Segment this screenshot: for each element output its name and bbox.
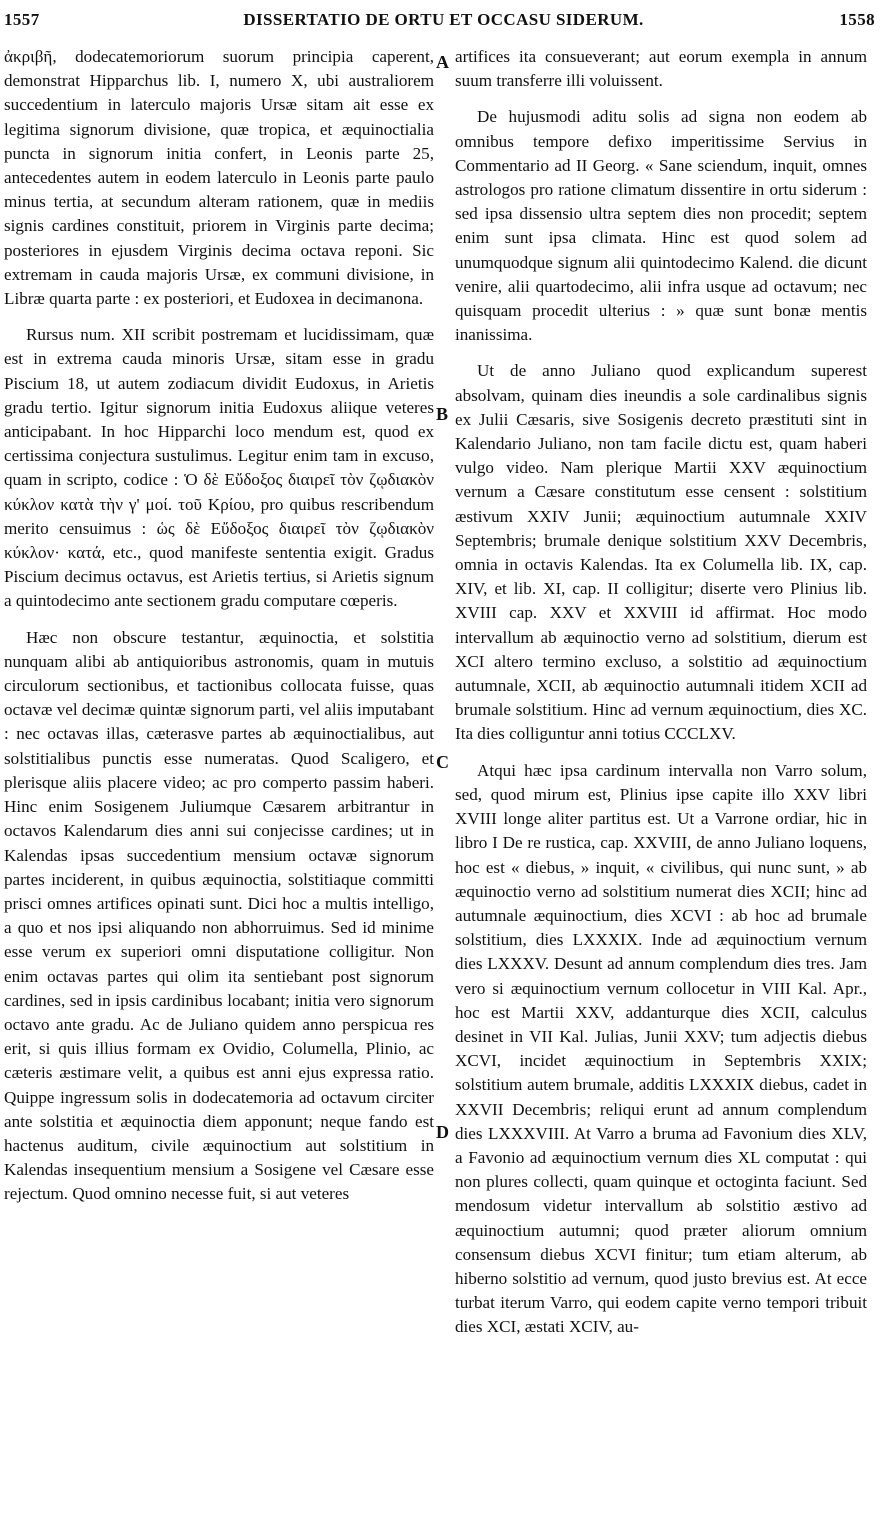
paragraph: De hujusmodi aditu solis ad signa non eodem ab omnibus tempore defixo imperitissime Servius in Commentario ad II Georg. « Sane sciendum, inquit, omnes astrologos pro ratione climatum dissentire in ortu siderum : sed ipsa dissensio ultra septem dies non procedit; septem enim sunt ipsa climata. Hinc est quod solem ad unumquodque signum alii quintodecimo Kalend. die dicunt venire, alii quartodecimo, alii infra usque ad octavum; nec quisquam procedit ulterius : » quæ sunt bonæ mentis inanissima. <box>455 107 867 345</box>
paragraph: artifices ita consueverant; aut eorum exempla in annum suum transferre illi voluissent. <box>455 47 867 91</box>
paragraph: Hæc non obscure testantur, æquinoctia, et solstitia nunquam alibi ab antiquioribus astronomis, quam in mutuis circulorum sectionibus, et tactionibus collocata fuisse, quas octavæ vel decimæ quintæ signorum parti, vel aliis imputabant : nec octavas illas, cæterasve partes ab æquinoctialibus, aut solstitialibus punctis esse numeratas. Quod Scaligero, et plerisque aliis placere video; ac pro comperto passim haberi. Hinc enim Sosigenem Juliumque Cæsarem arbitrantur in octavos Kalendarum dies anni sui conjecisse cardines; ut in Kalendas ipsas succedentium mensium octavæ signorum partes inciderent, in quibus æquinoctia, solstitiaque committi prisci omnes artifices opinati sunt. Dici hoc a multis intelligo, a quo et nos ipsi aliquando non abhorruimus. Sed id minime esse verum ex superiori omni disputatione colligitur. Non enim octavas partes qui olim ita sentiebant post signorum cardines, sed in ipsis cardinibus locabant; initia vero signorum octavo ante gradu. Ac de Juliano quidem anno perspicua res erit, si quis illius formam ex Ovidio, Columella, Plinio, ac cæteris æstimare velit, a quibus est anni ejus expressa ratio. Quippe ingressum solis in dodecatemoria ad octavum circiter ante solstitia et æquinoctia diem apponunt; neque fando est hactenus auditum, civile æquinoctium aut solstitium in Kalendas insequentium mensium a Sosigene vel Cæsare esse rejectum. Quod omnino necesse fuit, si aut veteres <box>4 627 434 1204</box>
margin-marker-a: A <box>436 52 449 72</box>
margin-marker-c: C <box>436 752 449 772</box>
left-column <box>4 45 434 1219</box>
paragraph: Atqui hæc ipsa cardinum intervalla non Varro solum, sed, quod mirum est, Plinius ipse capite illo XXV libri XVIII longe aliter partitus est. Ut a Varrone ordiar, hic in libro I De re rustica, cap. XXVIII, de anno Juliano loquens, hoc est « diebus, » inquit, « civilibus, qui nunc sunt, » ab æquinoctio verno ad solstitium numerat dies XCII; hinc ad autumnale æquinoctium, dies XCVI : ab hoc ad brumale solstitium, dies LXXXIX. Inde ad æquinoctium vernum dies LXXXV. Desunt ad annum complendum dies tres. Jam vero si æquinoctium vernum collocetur in VIII Kal. Apr., hoc est Martii XXV, addanturque dies XCII, calculus desinet in VII Kal. Julias, Junii XXV; tum adjectis diebus XCVI, incidet æquinoctium in Septembris XXIX; solstitium autem brumale, additis LXXXIX diebus, cadet in XXVII Decembris; reliqui erunt ad annum complendum dies LXXXVIII. At Varro a bruma ad Favonium dies XLV, a Favonio ad æquinoctium vernum dies XL computat : qui non plures collecti, quam quinque et octoginta faciunt. Sed mendosum videtur intervallum ab solstitio æstivo ad æquinoctium autumni; quod præter aliorum omnium consensum diebus XCVI finitur; tum etiam alterum, ab hiberno solstitio ad vernum, quod justo brevius est. At ecce turbat iterum Varro, qui eodem capite verno tempori tribuit dies XCI, æstati XCIV, au- <box>455 760 867 1337</box>
running-header <box>0 10 887 34</box>
paragraph: Ut de anno Juliano quod explicandum superest absolvam, quinam dies ineundis a sole cardinalibus signis ex Julii Cæsaris, sive Sosigenis decreto præstituti sint in Kalendario Juliano, non tam facile dictu est, quam haberi vulgo video. Nam plerique Martii XXV æquinoctium vernum a Cæsare constitutum esse censent : solstitium æstivum XXIV Junii; æquinoctium autumnale XXIV Septembris; brumale denique solstitium XXV Decembris, omnia in octavis Kalendas. Ita ex Columella lib. IX, cap. XIV, et lib. XI, cap. II colligitur; diserte vero Plinius lib. XVIII cap. XXV et XXVIII id affirmat. Hoc modo intervallum ab æquinoctio verno ad solstitium, dierum est XCI altero termino excluso, a solstitio ad æquinoctium autumnale, XCII, ab æquinoctio autumnali itidem XCII ad brumale solstitium. Hinc ad vernum æquinoctium, dies XC. Ita dies colliguntur anni totius CCCLXV. <box>455 361 867 744</box>
page-number-right: 1558 <box>839 10 875 29</box>
right-column <box>455 45 867 1352</box>
paragraph: Rursus num. XII scribit postremam et lucidissimam, quæ est in extrema cauda minoris Ursæ, sitam esse in gradu Piscium 18, ut autem zodiacum dividit Eudoxus, in Arietis gradu tertio. Igitur signorum initia Eudoxus aliique veteres anticipabant. In hoc Hipparchi loco mendum est, quod ex certissima conjectura sustulimus. Legitur enim tam in excuso, quam in scripto, codice : Ὁ δὲ Εὔδοξος διαιρεῖ τὸν ζῳδιακὸν κύκλον κατὰ τὴν γ' μοί. τοῦ Κρίου, pro quibus rescribendum merito censuimus : ὡς δὲ Εὔδοξος διαιρεῖ τὸν ζῳδιακὸν κύκλον· κατά, etc., quod manifeste sententia exigit. Gradus Piscium decimus octavus, est Arietis tertius, si Arietis signum a quintodecimo ante sectionem gradu computare cœperis. <box>4 325 434 611</box>
paragraph: ἀκριβῆ, dodecatemoriorum suorum principia caperent, demonstrat Hipparchus lib. I, numero X, ubi australiorem succedentium in laterculo majoris Ursæ sitam ait esse ex legitima signorum divisione, quæ tropica, et æquinoctialia puncta in signorum initia confert, in Leonis parte 25, antecedentes autem in eodem laterculo in Leonis parte paulo minus tertia, at secundum alteram rationem, quæ in mediis signis cardines constituit, priorem in Virginis parte decima; posteriores in ejusdem Virginis decima octava reponi. Sic extremam in cauda majoris Ursæ, ex communi divisione, in Libræ quarta parte : ex posteriori, et Eudoxea in decimanona. <box>4 47 434 309</box>
page-number-left: 1557 <box>4 10 40 29</box>
margin-marker-b: B <box>436 404 449 424</box>
margin-marker-d: D <box>436 1122 449 1142</box>
running-title: DISSERTATIO DE ORTU ET OCCASU SIDERUM. <box>243 10 644 29</box>
